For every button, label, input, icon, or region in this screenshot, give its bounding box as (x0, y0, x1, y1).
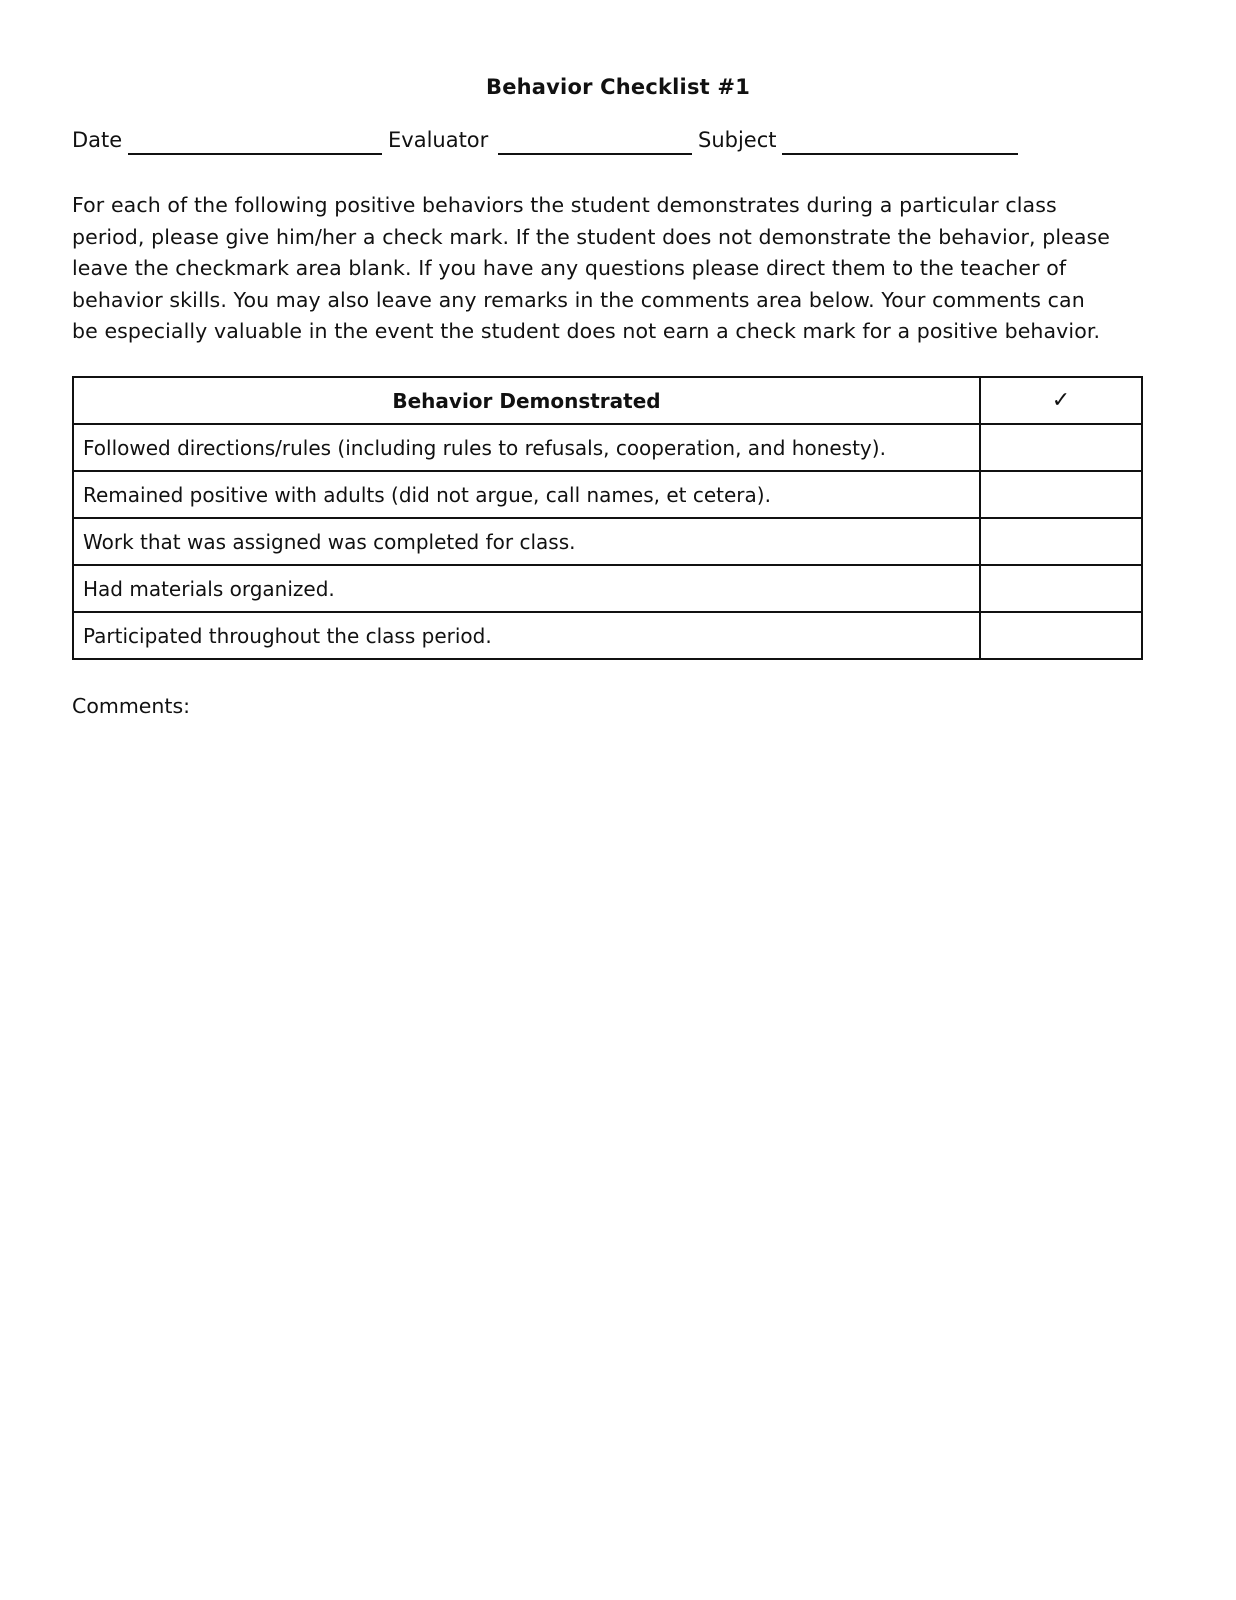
instructions-paragraph (72, 190, 1152, 348)
checkmark-cell[interactable] (980, 518, 1142, 565)
checkmark-cell[interactable] (980, 612, 1142, 659)
instructions-line: leave the checkmark area blank. If you have any questions please direct them to the teacher of (72, 256, 1067, 280)
evaluator-field-line[interactable] (498, 153, 692, 155)
table-row (73, 565, 1142, 612)
date-label: Date (72, 128, 123, 152)
subject-label: Subject (698, 128, 777, 152)
behavior-table (72, 376, 1143, 660)
comments-label: Comments: (72, 694, 191, 718)
behavior-cell: Participated throughout the class period. (73, 612, 980, 659)
table-row (73, 612, 1142, 659)
behavior-cell: Work that was assigned was completed for class. (73, 518, 980, 565)
behavior-cell: Remained positive with adults (did not argue, call names, et cetera). (73, 471, 980, 518)
date-field-line[interactable] (128, 153, 382, 155)
instructions-line: be especially valuable in the event the student does not earn a check mark for a positive behavior. (72, 319, 1101, 343)
table-row (73, 424, 1142, 471)
table-row (73, 471, 1142, 518)
instructions-line: period, please give him/her a check mark. If the student does not demonstrate the behavior, please (72, 224, 1111, 249)
table-header-row (73, 377, 1142, 424)
checkmark-cell[interactable] (980, 471, 1142, 518)
table-row (73, 518, 1142, 565)
behavior-cell: Followed directions/rules (including rules to refusals, cooperation, and honesty). (73, 424, 980, 471)
instructions-line: For each of the following positive behaviors the student demonstrates during a particular class (72, 193, 1057, 217)
evaluator-label: Evaluator (388, 128, 489, 152)
behavior-cell: Had materials organized. (73, 565, 980, 612)
subject-field-line[interactable] (782, 153, 1018, 155)
checkmark-cell[interactable] (980, 424, 1142, 471)
behavior-column-header: Behavior Demonstrated (73, 377, 980, 424)
instructions-line: behavior skills. You may also leave any remarks in the comments area below. Your comments can (72, 287, 1085, 312)
checkmark-column-header: ✓ (980, 377, 1142, 424)
checkmark-cell[interactable] (980, 565, 1142, 612)
page-title: Behavior Checklist #1 (485, 75, 751, 99)
